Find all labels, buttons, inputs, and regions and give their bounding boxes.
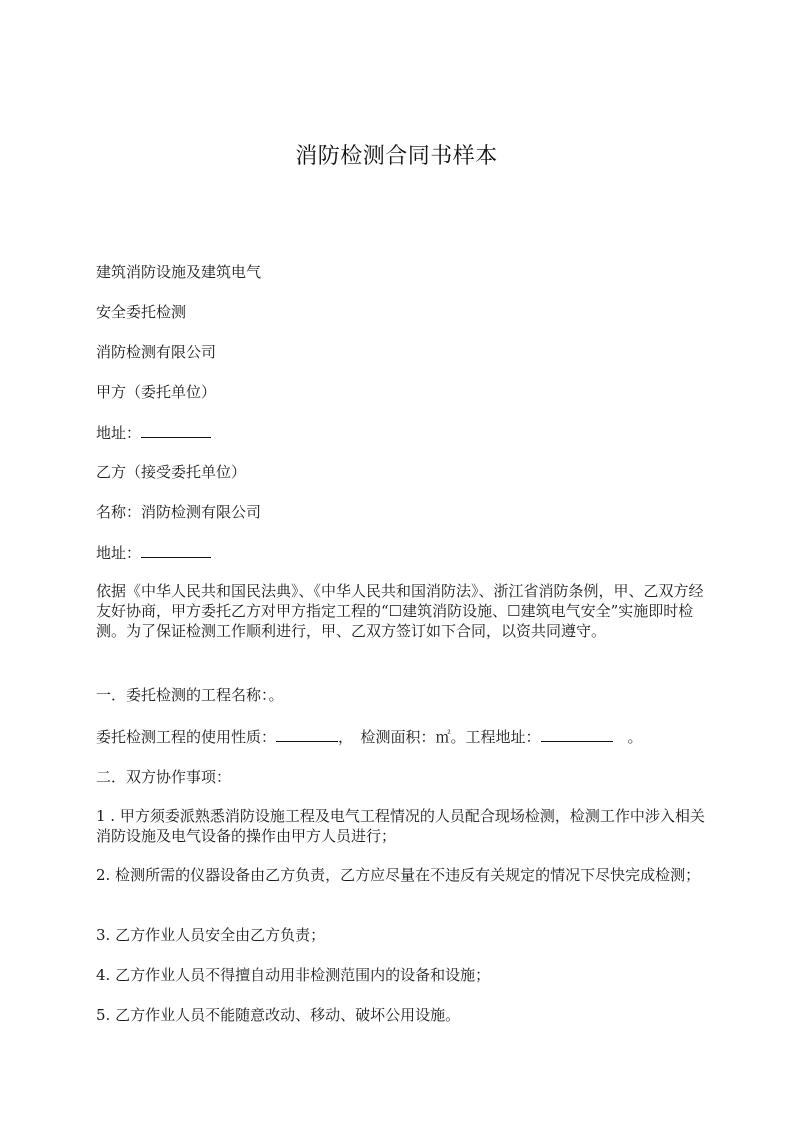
party-a-heading: 甲方（委托单位） <box>96 383 217 401</box>
address-label: 地址： <box>96 544 142 562</box>
section-1-heading: 一．委托检测的工程名称：。 <box>96 686 284 704</box>
item-5: 5. 乙方作业人员不能随意改动、移动、破坏公用设施。 <box>96 1006 461 1024</box>
intro-paragraph: 依据《中华人民共和国民法典》、《中华人民共和国消防法》、浙江省消防条例，甲、乙双方经友好协商，甲方委托乙方对甲方指定工程的“☐建筑消防设施、☐建筑电气安全”实施即时检测。为了保证检测工作顺利进行，甲、乙双方签订如下合同，以资共同遵守。 <box>96 582 704 640</box>
subtitle-line-2: 安全委托检测 <box>96 303 187 321</box>
subtitle-line-1: 建筑消防设施及建筑电气 <box>96 263 262 281</box>
usage-end: 。 <box>612 728 643 746</box>
area-and-address-label: ， 检测面积：㎡。工程地址： <box>338 728 541 746</box>
item-1: 1 . 甲方须委派熟悉消防设施工程及电气工程情况的人员配合现场检测，检测工作中涉入相关消防设施及电气设备的操作由甲方人员进行； <box>96 807 705 845</box>
company-line: 消防检测有限公司 <box>96 343 217 361</box>
item-3: 3. 乙方作业人员安全由乙方负责； <box>96 926 326 944</box>
party-b-address <box>96 542 211 563</box>
address-label: 地址： <box>96 424 142 442</box>
item-4: 4. 乙方作业人员不得擅自动用非检测范围内的设备和设施； <box>96 966 491 984</box>
address-blank[interactable] <box>141 542 211 558</box>
party-a-address <box>96 422 211 443</box>
item-2: 2. 检测所需的仪器设备由乙方负责，乙方应尽量在不违反有关规定的情况下尽快完成检测； <box>96 866 701 884</box>
project-address-blank[interactable] <box>541 726 613 742</box>
usage-blank[interactable] <box>276 726 338 742</box>
usage-label: 委托检测工程的使用性质： <box>96 728 277 746</box>
party-b-heading: 乙方（接受委托单位） <box>96 463 247 481</box>
party-b-name: 名称：消防检测有限公司 <box>96 503 262 521</box>
section-2-heading: 二．双方协作事项： <box>96 768 232 786</box>
usage-line <box>96 726 643 747</box>
address-blank[interactable] <box>141 422 211 438</box>
document-title: 消防检测合同书样本 <box>295 144 498 169</box>
